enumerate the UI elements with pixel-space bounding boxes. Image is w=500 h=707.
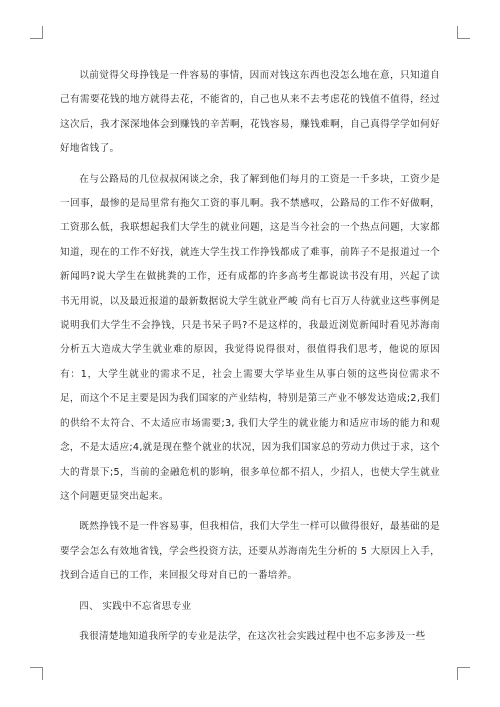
- paragraph-law-major: 我很清楚地知道我所学的专业是法学，在这次社会实践过程中也不忘多涉及一些: [79, 630, 426, 642]
- paragraph-parents-money: 以前觉得父母挣钱是一件容易的事情，因而对钱这东西也没怎么地在意，只知道自己有需要花钱的地方就得去花，不能省的，自己也从来不去考虑花的钱值不值得，经过这次后，我才深深地体会到赚钱的辛苦啊，花钱容易，赚钱难啊，自己真得学学如何好好地省钱了。: [60, 70, 440, 155]
- section-heading: 四、 实践中不忘省思专业: [79, 600, 192, 612]
- crop-mark-top-left: [30, 26, 43, 39]
- crop-mark-bottom-right: [457, 667, 470, 680]
- paragraph-saving: 既然挣钱不是一件容易事，但我相信，我们大学生一样可以做得很好，最基础的是要学会怎么有效地省钱，学会些投资方法，还要从苏海南先生分析的 5 大原因上入手，找到合适自已的工作，来回报父母对自已的一番培养。: [60, 521, 440, 582]
- crop-mark-bottom-left: [30, 667, 43, 680]
- document-body: [60, 64, 440, 655]
- paragraph-employment: 在与公路局的几位叔叔闲谈之余，我了解到他们每月的工资是一千多块，工资少是一回事，最惨的是局里常有拖欠工资的事儿啊。我不禁感叹，公路局的工作不好做啊，工资那么低，我联想起我们大学生的就业问题，这是当今社会的一个热点问题，大家都知道，现在的工作不好找，就连大学生找工作挣钱都成了难事，前阵子不是报道过一个新闻吗?说大学生在做挑粪的工作，还有成都的许多高考生都说读书没有用，兴起了读书无用说，以及最近报道的最新数据说大学生就业严峻 尚有七百万人待就业这些事例是说明我们大学生不会挣钱，只是书呆子吗?不是这样的，我最近浏览新闻时看见苏海南分析五大造成大学生就业难的原因，我觉得说得很对，很值得我们思考，他说的原因有：1，大学生就业的需求不足，社会上需要大学毕业生从事白领的这些岗位需求不足，而这个不足主要是因为我们国家的产业结构，特别是第三产业不够发达造成;2,我们的供给不太符合、不太适应市场需要;3, 我们大学生的就业能力和适应市场的能力和观念，不是太适应;4,就是现在整个就业的状况，因为我们国家总的劳动力供过于求，这个大的背景下;5，当前的金融危机的影响，很多单位都不招人，少招人，也使大学生就业这个问题更显突出起来。: [60, 173, 440, 502]
- crop-mark-top-right: [457, 26, 470, 39]
